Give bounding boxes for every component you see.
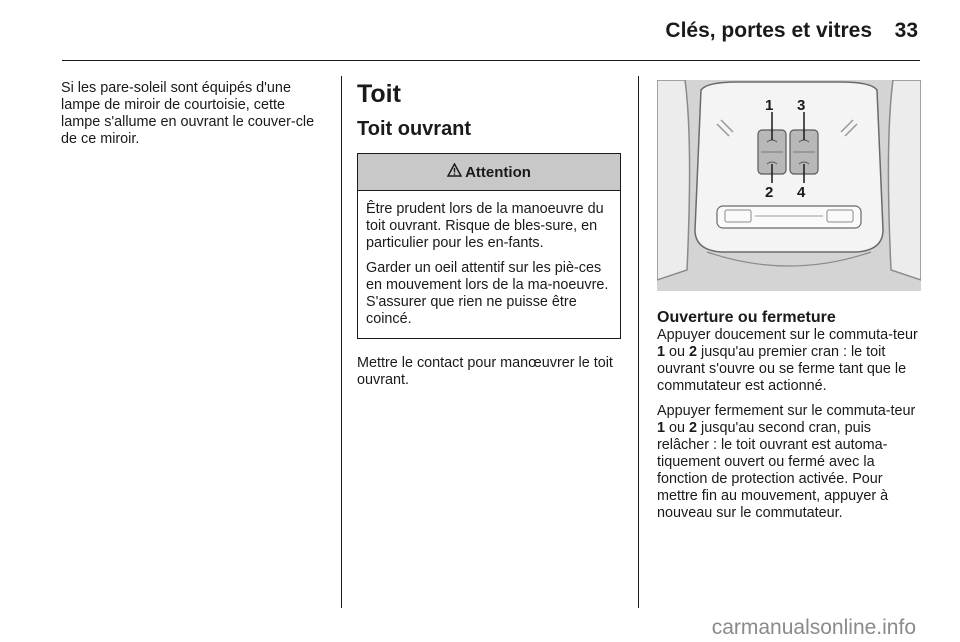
- sun-visor-paragraph: Si les pare-soleil sont équipés d'une lampe de miroir de courtoisie, cette lampe s'allume en ouvrant le couver-cle de ce miroir.: [61, 80, 315, 147]
- section-title: Toit: [357, 80, 401, 108]
- text-run: Appuyer doucement sur le commuta-teur: [657, 327, 918, 343]
- text-run: Appuyer fermement sur le commuta-teur: [657, 403, 916, 419]
- column-divider-right: [638, 76, 639, 608]
- middle-column: [357, 80, 622, 397]
- warning-label: Attention: [465, 163, 531, 181]
- warning-triangle-icon: [447, 163, 465, 181]
- left-column: [61, 80, 326, 156]
- warning-paragraph-1: Être prudent lors de la manoeuvre du toit ouvrant. Risque de bles-sure, en particulier pour les en-fants.: [366, 201, 604, 251]
- switch-ref-2: 2: [689, 344, 698, 360]
- callout-1: 1: [765, 97, 774, 114]
- page-number: 33: [894, 19, 918, 42]
- text-run: ou: [665, 420, 690, 436]
- subsection-title: Toit ouvrant: [357, 118, 472, 140]
- watermark: carmanualsonline.info: [711, 616, 916, 639]
- warning-box: [357, 153, 621, 339]
- gentle-press-paragraph: [657, 327, 922, 395]
- switch-ref-2: 2: [689, 420, 698, 436]
- firm-press-paragraph: [657, 403, 922, 522]
- warning-header: [358, 154, 620, 191]
- callout-4: 4: [797, 184, 806, 201]
- text-run: jusqu'au second cran, puis relâcher : le toit ouvrant est automa-tiquement ouvert ou fermé avec la fonction de protection activée. Pour mettre fin au mouvement, appuyer à nouveau sur le commutateur.: [657, 420, 889, 521]
- chapter-title: Clés, portes et vitres: [665, 19, 872, 42]
- text-run: ou: [665, 344, 690, 360]
- switch-ref-1: 1: [657, 420, 666, 436]
- warning-body: [358, 191, 620, 338]
- block-title: Ouverture ou fermeture: [657, 309, 836, 326]
- callout-2: 2: [765, 184, 774, 201]
- sunroof-switch-figure: [657, 80, 921, 291]
- header-rule: [62, 60, 920, 61]
- right-column: [657, 80, 922, 530]
- warning-paragraph-2: Garder un oeil attentif sur les piè-ces en mouvement lors de la ma-noeuvre. S'assurer que rien ne puisse être coincé.: [366, 260, 609, 327]
- ignition-paragraph: Mettre le contact pour manœuvrer le toit ouvrant.: [357, 355, 613, 388]
- text-run: jusqu'au premier cran : le toit ouvrant s'ouvre ou se ferme tant que le commutateur est actionné.: [657, 344, 907, 394]
- callout-3: 3: [797, 97, 806, 114]
- column-divider-left: [341, 76, 342, 608]
- switch-ref-1: 1: [657, 344, 666, 360]
